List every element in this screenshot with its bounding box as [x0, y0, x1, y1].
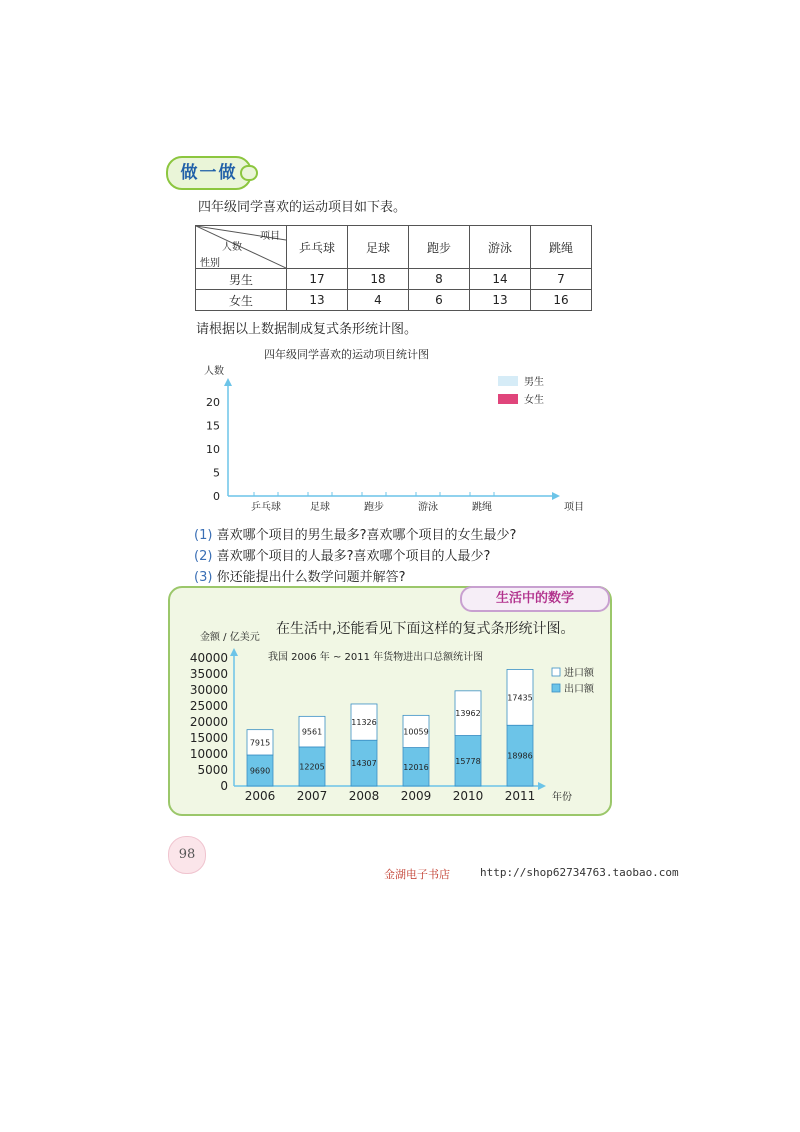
y-tick-label: 10: [206, 443, 220, 456]
y-axis-label: 人数: [204, 366, 224, 377]
y-tick-label: 0: [220, 779, 228, 793]
x-tick-label: 2008: [348, 789, 380, 803]
chart-title: 我国 2006 年 ~ 2011 年货物进出口总额统计图: [268, 652, 484, 663]
y-tick-label: 20000: [189, 715, 228, 729]
import-value-label: 11326: [351, 718, 377, 728]
question-1: [194, 524, 516, 543]
question-number: (3): [194, 570, 213, 585]
sports-bar-chart: [190, 340, 590, 520]
table-col-header: 足球: [348, 226, 409, 269]
table-col-header: 游泳: [470, 226, 531, 269]
export-value-label: 9690: [249, 766, 271, 776]
table-cell: 7: [531, 269, 592, 290]
page-number: 98: [168, 836, 206, 874]
badge-decoration: [240, 165, 258, 181]
y-axis-arrow: [230, 648, 238, 656]
intro-text: 四年级同学喜欢的运动项目如下表。: [198, 200, 407, 215]
export-value-label: 12205: [299, 762, 325, 772]
y-tick-label: 0: [213, 490, 220, 503]
import-value-label: 17435: [507, 693, 533, 703]
data-table: [195, 225, 592, 311]
y-tick-label: 40000: [189, 651, 228, 665]
table-cell: 18: [348, 269, 409, 290]
table-row: [196, 269, 592, 290]
x-tick-label: 跳绳: [472, 502, 492, 513]
export-value-label: 18986: [507, 751, 533, 761]
table-cell: 14: [470, 269, 531, 290]
question-2: [194, 545, 490, 564]
x-tick-label: 足球: [310, 502, 330, 513]
y-tick-label: 5000: [197, 763, 228, 777]
y-tick-label: 15: [206, 419, 220, 433]
legend-swatch: [552, 684, 560, 692]
table-cell: 13: [470, 290, 531, 311]
legend-swatch: [498, 394, 518, 404]
x-axis-label: 项目: [564, 502, 584, 513]
y-tick-label: 35000: [189, 667, 228, 681]
x-tick-label: 2007: [296, 789, 328, 803]
footer-url: http://shop62734763.taobao.com: [480, 866, 679, 879]
legend-label: 进口额: [564, 668, 594, 679]
legend-swatch: [498, 376, 518, 386]
life-math-text: 在生活中,还能看见下面这样的复式条形统计图。: [276, 621, 575, 637]
import-value-label: 7915: [249, 738, 271, 748]
export-value-label: 12016: [403, 762, 429, 772]
x-tick-label: 2011: [504, 789, 536, 803]
legend-label: 女生: [524, 395, 544, 406]
y-tick-label: 15000: [189, 731, 228, 745]
x-axis-label: 年份: [552, 792, 572, 803]
question-number: (2): [194, 549, 213, 564]
export-value-label: 15778: [455, 756, 481, 766]
table-col-header: 跑步: [409, 226, 470, 269]
x-tick-label: 2009: [400, 789, 432, 803]
import-value-label: 10059: [403, 727, 429, 737]
import-value-label: 9561: [301, 727, 323, 737]
table-cell: 8: [409, 269, 470, 290]
y-axis-arrow: [224, 378, 232, 386]
question-3: [194, 566, 405, 585]
y-tick-label: 20: [206, 396, 220, 409]
corner-label-gender: 性别: [200, 258, 220, 269]
corner-label-count: 人数: [222, 242, 242, 253]
x-tick-label: 2010: [452, 789, 484, 803]
table-corner-cell: [196, 226, 287, 269]
question-text: 喜欢哪个项目的男生最多?喜欢哪个项目的女生最少?: [216, 528, 517, 543]
table-cell: 13: [287, 290, 348, 311]
table-cell: 16: [531, 290, 592, 311]
chart-title: 四年级同学喜欢的运动项目统计图: [264, 348, 429, 361]
y-axis-label: 金额 / 亿美元: [200, 632, 260, 643]
table-row: [196, 290, 592, 311]
table-col-header: 跳绳: [531, 226, 592, 269]
corner-label-item: 项目: [260, 231, 280, 242]
instruction-text: 请根据以上数据制成复式条形统计图。: [196, 322, 418, 337]
x-tick-label: 游泳: [418, 502, 438, 513]
x-tick-label: 乒乓球: [251, 502, 281, 513]
row-label: 女生: [196, 290, 287, 311]
table-col-header: 乒乓球: [287, 226, 348, 269]
section-badge: 做一做: [166, 156, 252, 190]
y-tick-label: 30000: [189, 683, 228, 697]
y-tick-label: 25000: [189, 699, 228, 713]
legend-swatch: [552, 668, 560, 676]
life-math-tag: 生活中的数学: [460, 586, 610, 612]
footer-shop-name: 金湖电子书店: [384, 868, 450, 881]
question-text: 喜欢哪个项目的人最多?喜欢哪个项目的人最少?: [216, 549, 491, 564]
legend-label: 出口额: [564, 684, 594, 695]
x-tick-label: 跑步: [364, 502, 384, 513]
question-number: (1): [194, 528, 213, 543]
x-tick-label: 2006: [244, 789, 276, 803]
row-label: 男生: [196, 269, 287, 290]
export-value-label: 14307: [351, 759, 377, 769]
table-cell: 6: [409, 290, 470, 311]
x-axis-arrow: [552, 492, 560, 500]
question-text: 你还能提出什么数学问题并解答?: [216, 570, 406, 585]
legend-label: 男生: [524, 377, 544, 388]
x-axis-arrow: [538, 782, 546, 790]
table-cell: 4: [348, 290, 409, 311]
table-cell: 17: [287, 269, 348, 290]
y-tick-label: 5: [213, 466, 220, 480]
import-value-label: 13962: [455, 709, 481, 719]
y-tick-label: 10000: [189, 747, 228, 761]
trade-stacked-bar-chart: [176, 626, 604, 806]
